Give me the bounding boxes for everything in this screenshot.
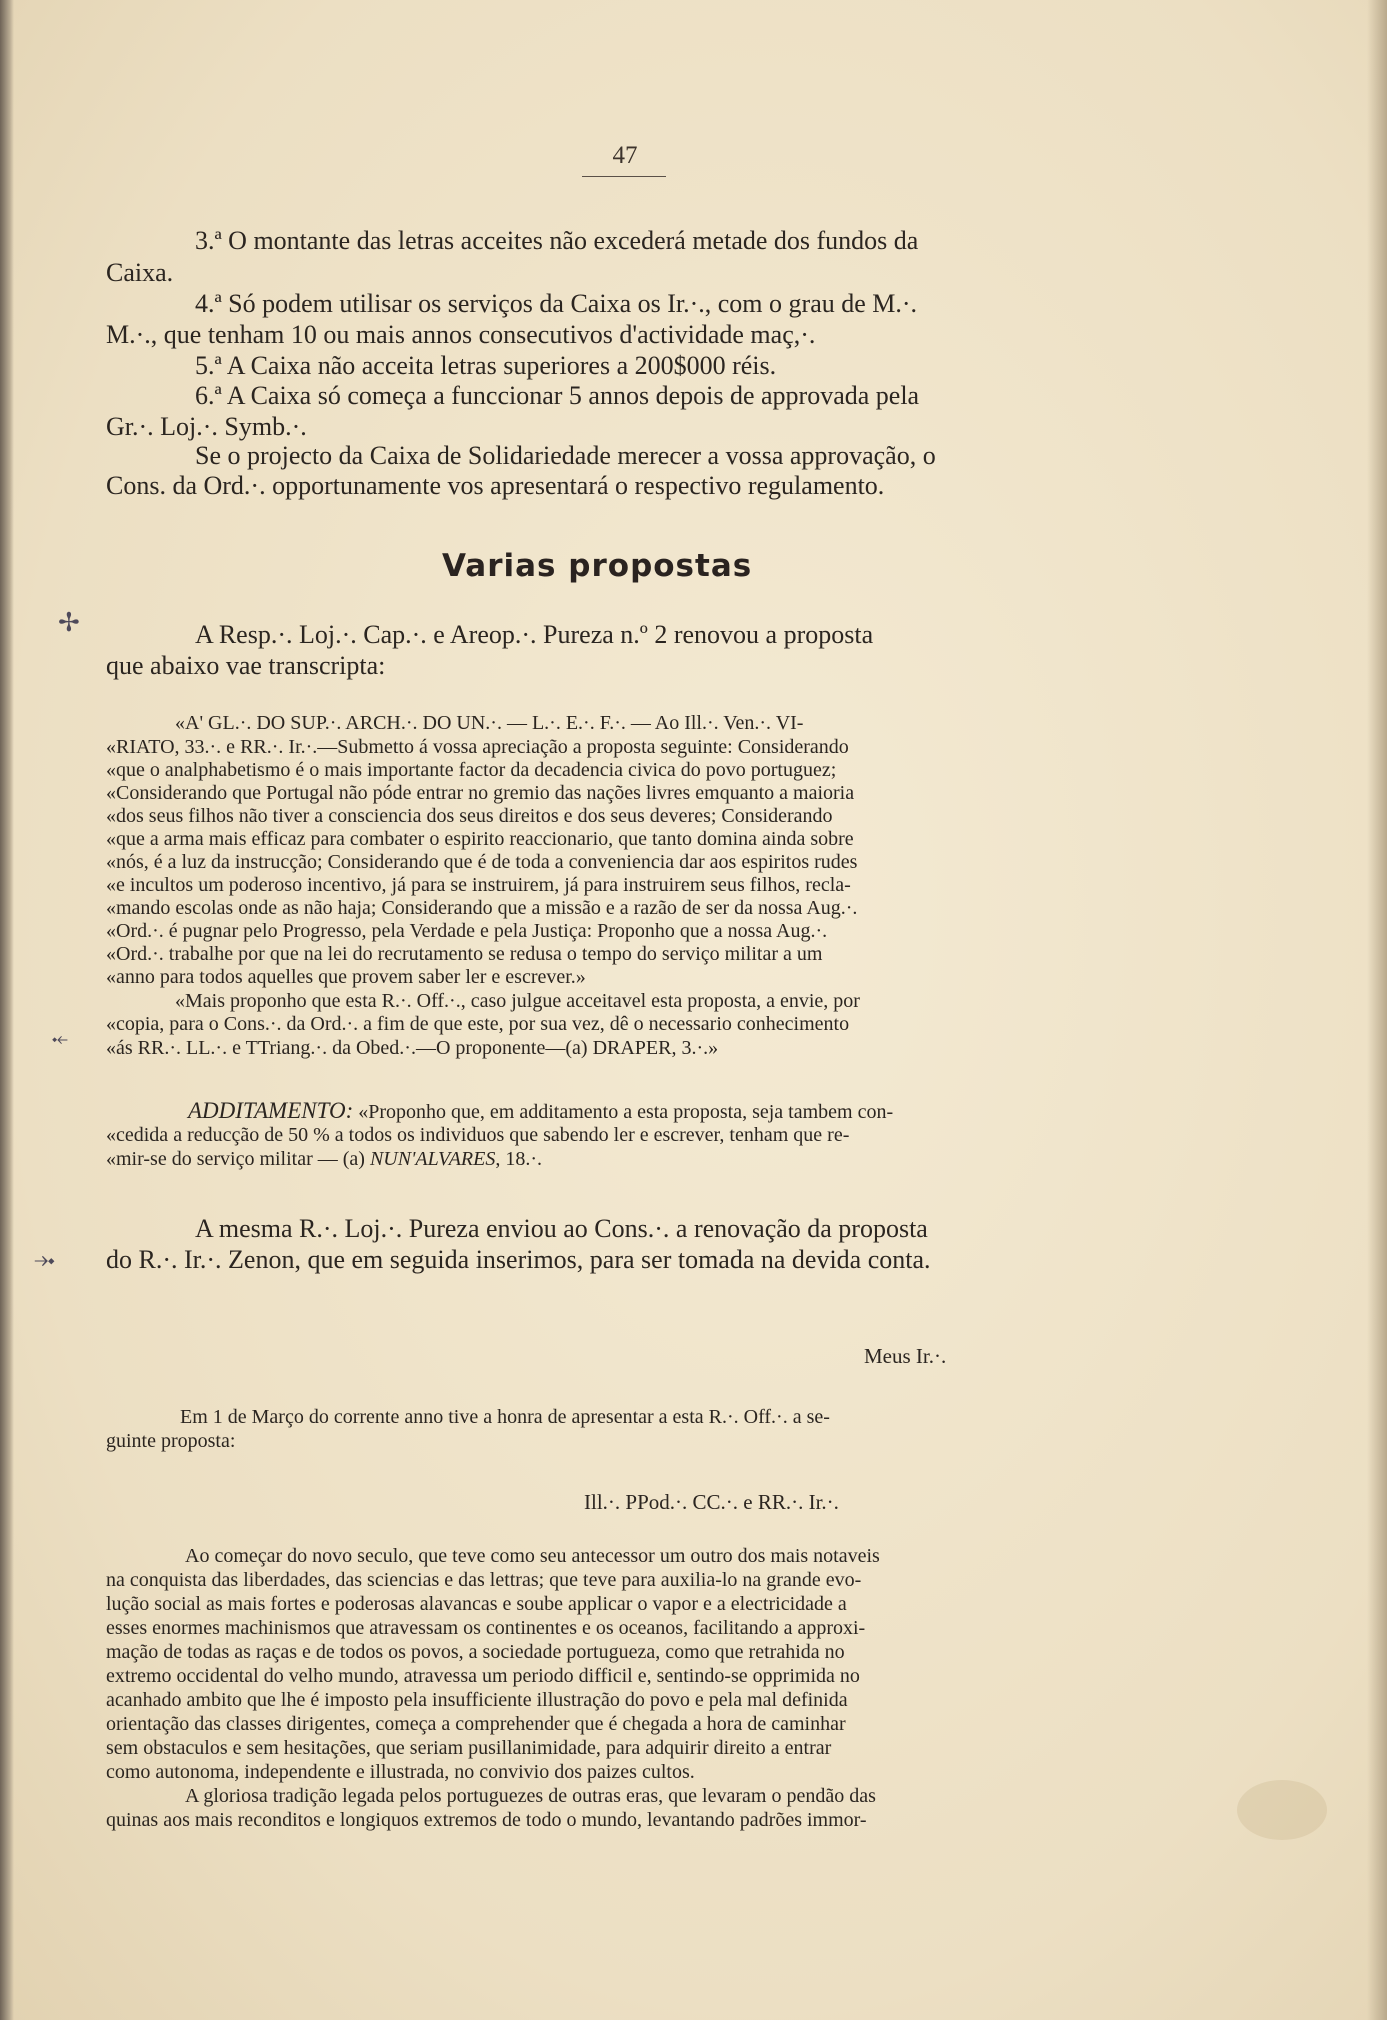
margin-mark-icon: ✢ xyxy=(58,608,80,638)
quote-line: «que a arma mais efficaz para combater o espirito reaccionario, que tanto domina ainda sobre xyxy=(106,828,854,850)
margin-mark-icon: ⤞ xyxy=(34,1245,55,1275)
item-6-line2: Gr.·. Loj.·. Symb.·. xyxy=(106,412,307,441)
closing-line2: Cons. da Ord.·. opportunamente vos apresentará o respectivo regulamento. xyxy=(106,471,885,500)
quote-line: «e incultos um poderoso incentivo, já para se instruirem, já para instruirem seus filhos, recla- xyxy=(106,874,851,896)
quote-line: «que o analphabetismo é o mais importante factor da decadencia civica do povo portuguez; xyxy=(106,759,837,781)
quote-line: «Ord.·. trabalhe por que na lei do recrutamento se redusa o tempo do serviço militar a um xyxy=(106,943,823,965)
additamento-line1 xyxy=(188,1098,893,1124)
additamento-date: , 18.·. xyxy=(495,1148,543,1170)
mesma-line2: do R.·. Ir.·. Zenon, que em seguida inserimos, para ser tomada na devida conta. xyxy=(106,1245,931,1274)
section-title: Varias propostas xyxy=(442,548,753,584)
letter-body-line: extremo occidental do velho mundo, atravessa um periodo difficil e, sentindo-se opprimida no xyxy=(106,1665,860,1687)
letter-salutation: Meus Ir.·. xyxy=(864,1344,947,1368)
letter-body-line: sem obstaculos e sem hesitações, que seriam pusillanimidade, para adquirir direito a entrar xyxy=(106,1737,832,1759)
letter-body-line: acanhado ambito que lhe é imposto pela insufficiente illustração do povo e pela mal definida xyxy=(106,1689,848,1711)
quote-line: «mando escolas onde as não haja; Considerando que a missão e a razão de ser da nossa Aug.·. xyxy=(106,897,858,919)
additamento-label: ADDITAMENTO: xyxy=(188,1098,354,1123)
additamento-text: «Proponho que, em additamento a esta proposta, seja tambem con- xyxy=(358,1101,894,1123)
letter-body-line: Ao começar do novo seculo, que teve como seu antecessor um outro dos mais notaveis xyxy=(185,1545,880,1567)
page-number: 47 xyxy=(612,142,638,169)
item-4-line1: 4.ª Só podem utilisar os serviços da Caixa os Ir.·., com o grau de M.·. xyxy=(195,289,918,318)
signature-nunalvares: NUN'ALVARES xyxy=(369,1148,496,1170)
paper-stain xyxy=(1237,1780,1327,1840)
letter-address: Ill.·. PPod.·. CC.·. e RR.·. Ir.·. xyxy=(584,1490,839,1514)
letter-body-line: mação de todas as raças e de todos os povos, a sociedade portugueza, como que retrahida no xyxy=(106,1641,845,1663)
item-3-line1: 3.ª O montante das letras acceites não excederá metade dos fundos da xyxy=(195,226,919,255)
quote-line: «anno para todos aquelles que provem saber ler e escrever.» xyxy=(106,966,586,988)
letter-body-line: orientação das classes dirigentes, começa a comprehender que é chegada a hora de caminhar xyxy=(106,1713,846,1735)
quote-line: «ás RR.·. LL.·. e TTriang.·. da Obed.·.—O proponente—(a) DRAPER, 3.·.» xyxy=(106,1037,719,1059)
item-5: 5.ª A Caixa não acceita letras superiores a 200$000 réis. xyxy=(195,351,777,380)
page-edge xyxy=(1367,0,1387,2020)
quote-line: «nós, é a luz da instrucção; Considerando que é de toda a conveniencia dar aos espiritos rudes xyxy=(106,851,858,873)
mesma-line1: A mesma R.·. Loj.·. Pureza enviou ao Cons.·. a renovação da proposta xyxy=(195,1214,928,1243)
quote-line: «A' GL.·. DO SUP.·. ARCH.·. DO UN.·. — L.·. E.·. F.·. — Ao Ill.·. Ven.·. VI- xyxy=(175,712,804,734)
letter-body-line: na conquista das liberdades, das sciencias e das lettras; que teve para auxilia-lo na grande evo- xyxy=(106,1569,862,1591)
letter-body-line: quinas aos mais reconditos e longiquos extremos de todo o mundo, levantando padrões immor- xyxy=(106,1809,867,1831)
additamento-line2: «cedida a reducção de 50 % a todos os individuos que sabendo ler e escrever, tenham que re- xyxy=(106,1124,850,1146)
letter-body-line: como autonoma, independente e illustrada, no convivio dos paizes cultos. xyxy=(106,1761,695,1783)
closing-line1: Se o projecto da Caixa de Solidariedade merecer a vossa approvação, o xyxy=(195,441,936,470)
letter-body-line: esses enormes machinismos que atravessam os continentes e os oceanos, facilitando a approxi- xyxy=(106,1617,866,1639)
quote-line: «dos seus filhos não tiver a consciencia dos seus direitos e dos seus deveres; Considerando xyxy=(106,805,833,827)
quote-line: «Mais proponho que esta R.·. Off.·., caso julgue acceitavel esta proposta, a envie, por xyxy=(175,990,860,1012)
binding-shadow xyxy=(0,0,14,2020)
intro-line1: A Resp.·. Loj.·. Cap.·. e Areop.·. Pureza n.º 2 renovou a proposta xyxy=(195,620,874,649)
letter-p1-line2: guinte proposta: xyxy=(106,1430,236,1452)
quote-line: «copia, para o Cons.·. da Ord.·. a fim de que este, por sua vez, dê o necessario conhecimento xyxy=(106,1013,850,1035)
intro-line2: que abaixo vae transcripta: xyxy=(106,651,386,680)
quote-line: «Considerando que Portugal não póde entrar no gremio das nações livres emquanto a maioria xyxy=(106,782,855,804)
margin-mark-icon: ⤝ xyxy=(52,1026,68,1050)
quote-line: «RIATO, 33.·. e RR.·. Ir.·.—Submetto á vossa apreciação a proposta seguinte: Considerando xyxy=(106,736,849,758)
item-4-line2: M.·., que tenham 10 ou mais annos consecutivos d'actividade maç,·. xyxy=(106,320,816,349)
page-number-rule xyxy=(582,176,666,177)
letter-body-line: A gloriosa tradição legada pelos portuguezes de outras eras, que levaram o pendão das xyxy=(185,1785,876,1807)
letter-body-line: lução social as mais fortes e poderosas alavancas e soube applicar o vapor e a electricidade a xyxy=(106,1593,847,1615)
additamento-text-end: «mir-se do serviço militar — (a) xyxy=(106,1148,370,1170)
item-3-line2: Caixa. xyxy=(106,258,174,287)
letter-p1-line1: Em 1 de Março do corrente anno tive a honra de apresentar a esta R.·. Off.·. a se- xyxy=(180,1406,830,1428)
quote-line: «Ord.·. é pugnar pelo Progresso, pela Verdade e pela Justiça: Proponho que a nossa Aug.·. xyxy=(106,920,828,942)
item-6-line1: 6.ª A Caixa só começa a funccionar 5 annos depois de approvada pela xyxy=(195,381,920,410)
additamento-line3 xyxy=(106,1148,542,1171)
